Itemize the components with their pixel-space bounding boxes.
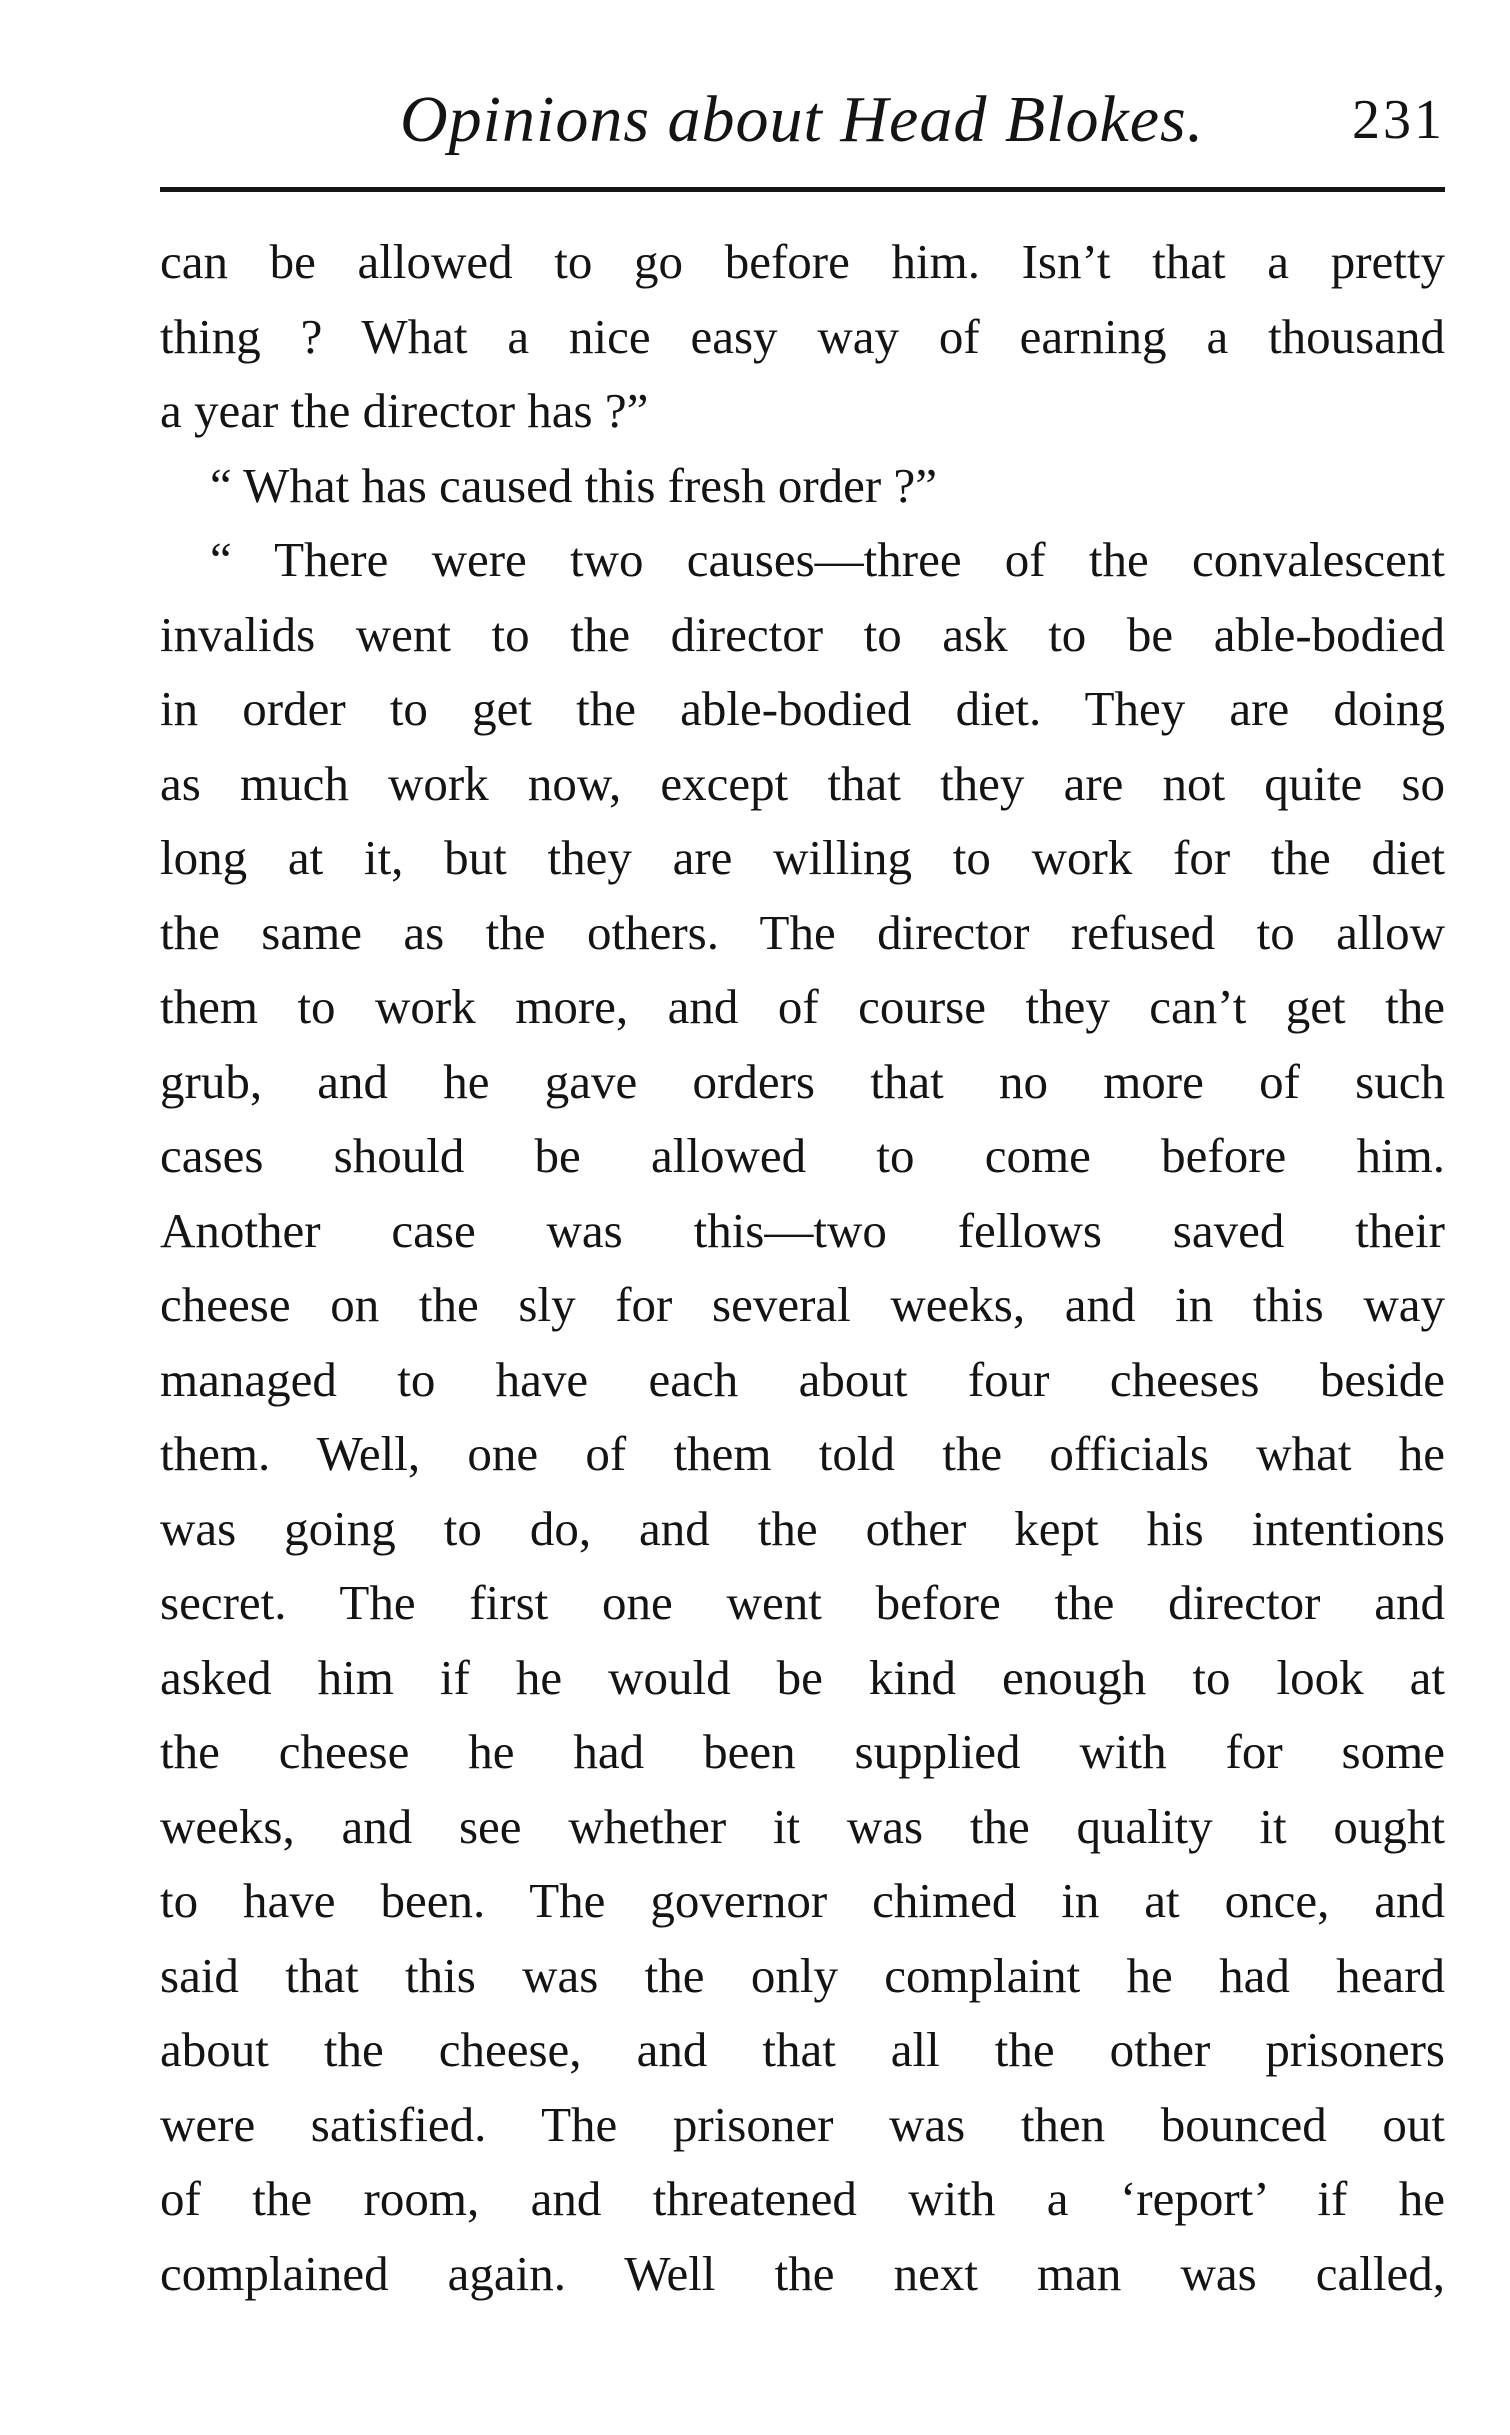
text-line: asked him if he would be kind enough to look at	[160, 1649, 1445, 1705]
running-title: Opinions about Head Blokes.	[400, 83, 1205, 156]
text-line: was going to do, and the other kept his intentions	[160, 1500, 1445, 1556]
text-line: of the room, and threatened with a ‘report’ if he	[160, 2171, 1445, 2226]
text-line: them. Well, one of them told the officials what he	[160, 1426, 1445, 1481]
page-number: 231	[1352, 89, 1445, 151]
text-line: complained again. Well the next man was called,	[160, 2245, 1445, 2301]
text-line: cheese on the sly for several weeks, and in this way	[160, 1277, 1445, 1332]
text-line: “ There were two causes—three of the convalescent	[210, 532, 1445, 587]
body-text	[160, 225, 1445, 2311]
text-line: them to work more, and of course they can’t get the	[160, 979, 1445, 1034]
text-line: a year the director has ?”	[160, 383, 649, 438]
text-line: the cheese he had been supplied with for some	[160, 1724, 1445, 1779]
page-header	[160, 82, 1445, 192]
text-line: about the cheese, and that all the other prisoners	[160, 2022, 1445, 2077]
text-line: the same as the others. The director refused to allow	[160, 904, 1445, 960]
text-line: Another case was this—two fellows saved their	[160, 1202, 1445, 1258]
text-line: to have been. The governor chimed in at once, and	[160, 1873, 1445, 1928]
text-line: in order to get the able-bodied diet. They are doing	[160, 681, 1445, 736]
text-line: managed to have each about four cheeses beside	[160, 1351, 1445, 1407]
text-line: “ What has caused this fresh order ?”	[210, 457, 937, 513]
text-line: can be allowed to go before him. Isn’t that a pretty	[160, 234, 1445, 289]
header-rule	[160, 187, 1445, 192]
text-line: secret. The first one went before the director and	[160, 1575, 1445, 1630]
text-line: cases should be allowed to come before him.	[160, 1128, 1445, 1183]
text-line: invalids went to the director to ask to be able-bodied	[160, 606, 1445, 662]
text-line: said that this was the only complaint he had heard	[160, 1947, 1445, 2003]
text-line: grub, and he gave orders that no more of such	[160, 1053, 1445, 1109]
text-line: long at it, but they are willing to work for the diet	[160, 830, 1445, 885]
text-line: thing ? What a nice easy way of earning a thousand	[160, 308, 1445, 364]
text-line: as much work now, except that they are not quite so	[160, 755, 1445, 811]
text-line: were satisfied. The prisoner was then bounced out	[160, 2096, 1445, 2152]
text-line: weeks, and see whether it was the quality it ought	[160, 1798, 1445, 1854]
